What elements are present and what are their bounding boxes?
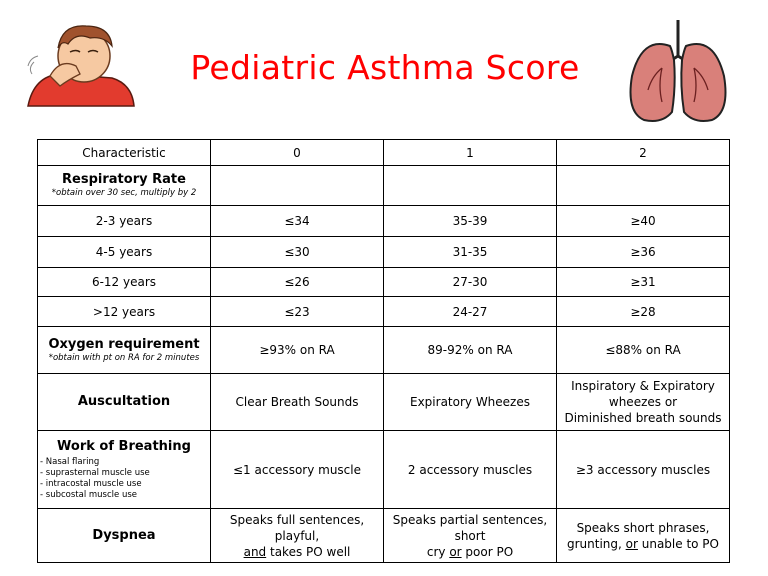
list-item: - intracostal muscle use — [40, 478, 142, 489]
score-2-cell: ≥3 accessory muscles — [557, 431, 730, 509]
score-0-cell: Clear Breath Sounds — [211, 374, 384, 431]
score-0-cell: ≤1 accessory muscle — [211, 431, 384, 509]
score-0-cell: ≤26 — [211, 268, 384, 297]
work-of-breathing-row — [38, 431, 730, 509]
table-row — [38, 206, 730, 237]
dyspnea-s1-pre: cry — [426, 544, 450, 559]
empty-cell — [211, 166, 384, 206]
score-0-cell: ≤34 — [211, 206, 384, 237]
score-0-cell: ≤23 — [211, 297, 384, 327]
dyspnea-s2-pre: grunting, — [566, 536, 626, 551]
auscultation-row — [38, 374, 730, 431]
dyspnea-s2-or: or — [625, 536, 638, 551]
auscultation-s2-line: wheezes or — [608, 395, 678, 409]
dyspnea-s1-line1: Speaks partial sentences, short — [392, 512, 548, 543]
dyspnea-label: Dyspnea — [92, 527, 156, 543]
oxygen-row — [38, 327, 730, 374]
score-1-cell: 24-27 — [384, 297, 557, 327]
dyspnea-s1-post: poor PO — [461, 544, 514, 559]
oxygen-note: *obtain with pt on RA for 2 minutes — [48, 352, 200, 363]
work-of-breathing-cell — [38, 431, 211, 509]
work-of-breathing-label: Work of Breathing — [57, 438, 191, 454]
auscultation-s2-line: Inspiratory & Expiratory — [571, 379, 715, 393]
list-item: - subcostal muscle use — [40, 489, 137, 500]
score-2-cell — [557, 374, 730, 431]
age-cell: 4-5 years — [38, 237, 211, 268]
table-row — [38, 297, 730, 327]
dyspnea-s2-line1: Speaks short phrases, — [576, 520, 710, 535]
score-1-cell: 31-35 — [384, 237, 557, 268]
score-2-cell: ≤88% on RA — [557, 327, 730, 374]
dyspnea-s0-rest: takes PO well — [266, 544, 351, 559]
dyspnea-s2-line2 — [559, 536, 727, 552]
oxygen-label: Oxygen requirement — [48, 336, 200, 352]
respiratory-rate-label: Respiratory Rate — [62, 172, 186, 187]
respiratory-rate-header-row — [38, 166, 730, 206]
age-cell: 6-12 years — [38, 268, 211, 297]
score-1-cell: 35-39 — [384, 206, 557, 237]
dyspnea-s2-post: unable to PO — [637, 536, 719, 551]
page-title: Pediatric Asthma Score — [190, 48, 580, 87]
table-row — [38, 268, 730, 297]
score-2-cell: ≥36 — [557, 237, 730, 268]
table-header-row — [38, 140, 730, 166]
score-2-cell: ≥40 — [557, 206, 730, 237]
asthma-score-table — [37, 139, 730, 563]
empty-cell — [557, 166, 730, 206]
score-1-cell: 27-30 — [384, 268, 557, 297]
header-score-1: 1 — [384, 140, 557, 166]
score-1-cell: 89-92% on RA — [384, 327, 557, 374]
dyspnea-cell — [38, 509, 211, 563]
score-2-cell: ≥31 — [557, 268, 730, 297]
auscultation-cell — [38, 374, 211, 431]
age-cell: 2-3 years — [38, 206, 211, 237]
age-cell: >12 years — [38, 297, 211, 327]
dyspnea-s0-line2 — [213, 544, 381, 560]
respiratory-rate-cell — [38, 166, 211, 206]
score-1-cell — [384, 509, 557, 563]
header-score-2: 2 — [557, 140, 730, 166]
dyspnea-s0-line1: Speaks full sentences, playful, — [229, 512, 365, 543]
score-1-cell: Expiratory Wheezes — [384, 374, 557, 431]
dyspnea-s0-and: and — [243, 544, 267, 559]
respiratory-rate-note: *obtain over 30 sec, multiply by 2 — [51, 188, 197, 198]
dyspnea-s1-line2 — [386, 544, 554, 560]
header-characteristic: Characteristic — [38, 140, 211, 166]
empty-cell — [384, 166, 557, 206]
table-row — [38, 237, 730, 268]
lungs-icon — [622, 16, 734, 126]
header-score-0: 0 — [211, 140, 384, 166]
oxygen-cell — [38, 327, 211, 374]
work-of-breathing-list — [40, 457, 208, 501]
coughing-child-icon — [20, 18, 140, 108]
score-0-cell: ≥93% on RA — [211, 327, 384, 374]
dyspnea-s1-or: or — [449, 544, 462, 559]
auscultation-s2-line: Diminished breath sounds — [564, 411, 722, 425]
score-0-cell — [211, 509, 384, 563]
score-1-cell: 2 accessory muscles — [384, 431, 557, 509]
list-item: - Nasal flaring — [40, 456, 100, 467]
list-item: - suprasternal muscle use — [40, 467, 150, 478]
dyspnea-row — [38, 509, 730, 563]
score-0-cell: ≤30 — [211, 237, 384, 268]
score-2-cell: ≥28 — [557, 297, 730, 327]
auscultation-label: Auscultation — [77, 394, 171, 409]
score-2-cell — [557, 509, 730, 563]
